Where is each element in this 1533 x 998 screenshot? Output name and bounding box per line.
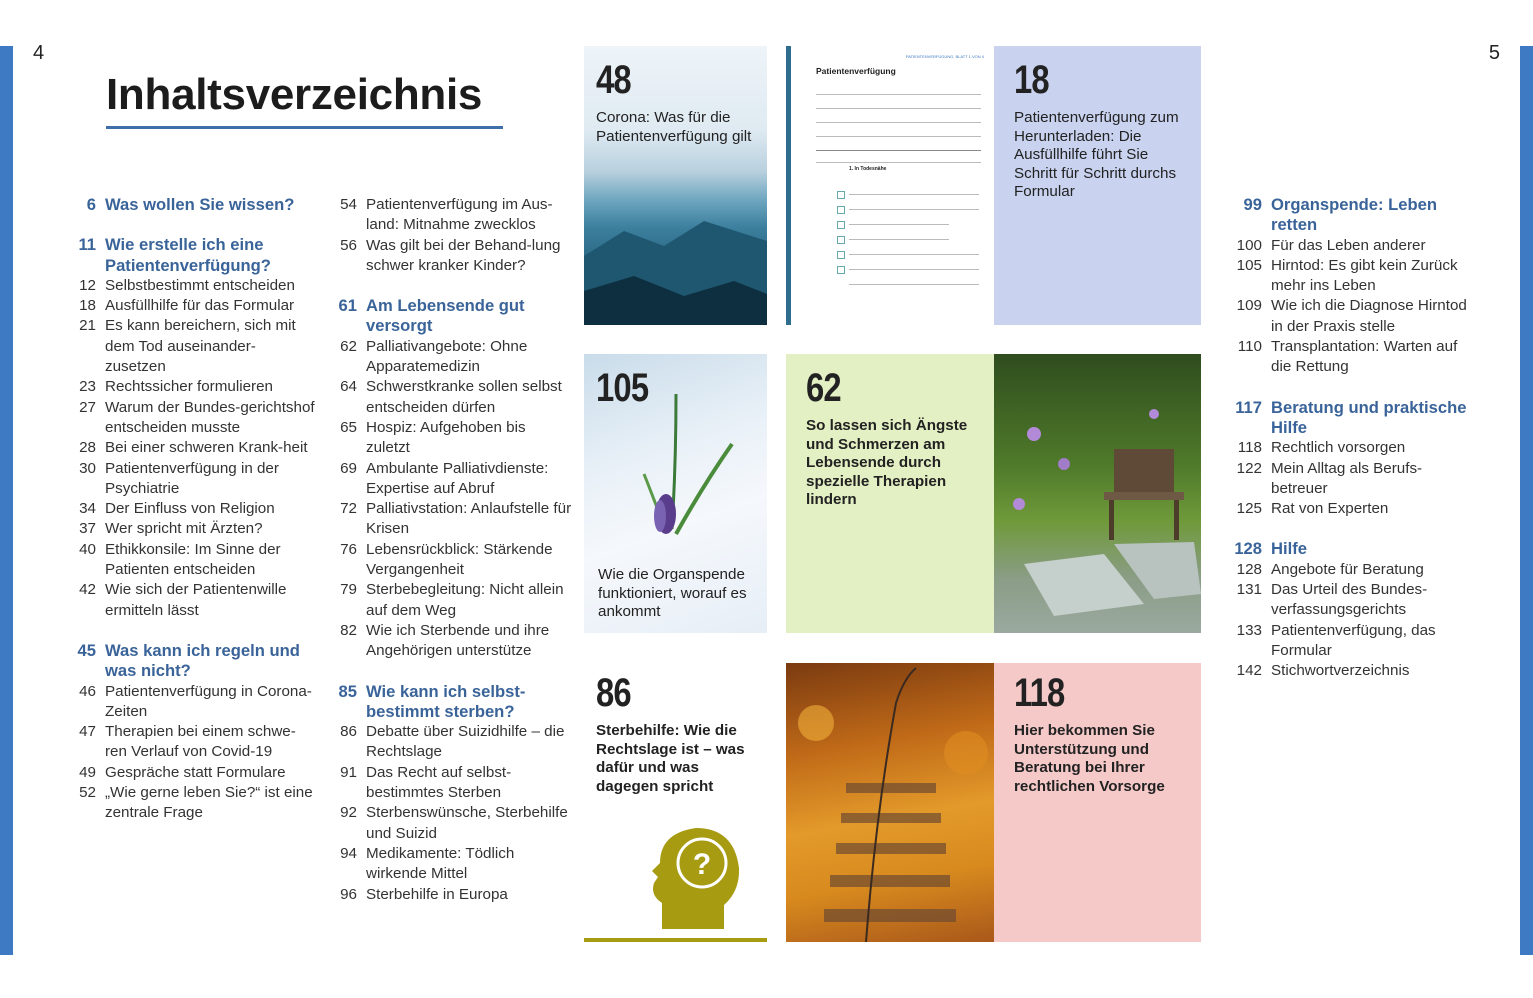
tile-caption: Hier bekommen Sie Unterstützung und Beratung bei Ihrer rechtlichen Vorsorge	[1014, 722, 1165, 795]
toc-entry[interactable]	[327, 621, 572, 662]
toc-entry[interactable]	[1232, 236, 1472, 256]
toc-section-heading[interactable]	[66, 195, 316, 215]
toc-page-number: 100	[1236, 236, 1262, 254]
toc-entry[interactable]	[327, 377, 572, 418]
autumn-stairs-image	[786, 663, 994, 942]
toc-entry[interactable]	[66, 276, 316, 296]
toc-entry-title: Transplantation: Warten auf die Rettung	[1271, 338, 1458, 376]
toc-entry-title: Wer spricht mit Ärzten?	[105, 520, 263, 538]
toc-entry-title: Was wollen Sie wissen?	[105, 195, 295, 214]
toc-entry-title: Das Recht auf selbst-bestimmtes Sterben	[366, 763, 512, 802]
toc-entry[interactable]	[1232, 337, 1472, 378]
toc-entry-title: Hospiz: Aufgehoben bis zuletzt	[366, 418, 526, 457]
toc-section-heading[interactable]	[1232, 398, 1472, 439]
toc-entry-title: Palliativstation: Anlaufstelle für Krisen	[366, 500, 572, 538]
tile-caption: So lassen sich Ängste und Schmerzen am Lebensende durch spezielle Therapien lindern	[806, 417, 968, 509]
toc-entry[interactable]	[66, 763, 316, 783]
toc-entry-title: Der Einfluss von Religion	[105, 500, 275, 518]
toc-page-number: 47	[79, 723, 96, 741]
toc-entry[interactable]	[327, 459, 572, 500]
toc-entry[interactable]	[66, 296, 316, 316]
toc-page-number: 6	[86, 195, 96, 214]
toc-entry-title: Sterbebegleitung: Nicht allein auf dem Weg	[366, 581, 564, 619]
toc-page-number: 49	[79, 763, 96, 781]
toc-section-heading[interactable]	[327, 682, 572, 723]
toc-column-2	[327, 195, 572, 905]
toc-entry[interactable]	[66, 459, 316, 500]
toc-page-number: 65	[340, 418, 357, 436]
toc-entry[interactable]	[1232, 296, 1472, 337]
toc-entry-title: Wie kann ich selbst-bestimmt sterben?	[366, 681, 526, 721]
toc-entry[interactable]	[327, 337, 572, 378]
toc-page-number: 94	[340, 844, 357, 862]
toc-entry[interactable]	[66, 519, 316, 539]
toc-entry[interactable]	[1232, 256, 1472, 297]
toc-entry-title: Es kann bereichern, sich mit dem Tod auseinander-zusetzen	[105, 317, 296, 376]
toc-entry-title: Patientenverfügung im Aus-land: Mitnahme zwecklos	[366, 196, 553, 234]
toc-entry-title: Bei einer schweren Krank-heit	[105, 439, 308, 457]
toc-page-number: 117	[1235, 397, 1262, 417]
tile-caption: Wie die Organspende funktioniert, worauf es ankommt	[598, 566, 747, 621]
tile-palliative[interactable]	[786, 354, 1201, 633]
toc-entry-title: Lebensrückblick: Stärkende Vergangenheit	[366, 540, 553, 579]
toc-entry[interactable]	[66, 438, 316, 458]
toc-column-3	[1232, 195, 1472, 682]
toc-entry-title: Was gilt bei der Behand-lung schwer kranker Kinder?	[366, 236, 561, 274]
toc-entry-title: Das Urteil des Bundes-verfassungsgerichts	[1271, 581, 1428, 619]
toc-page-number: 28	[79, 439, 96, 457]
toc-entry-title: Mein Alltag als Berufs-betreuer	[1271, 459, 1423, 497]
toc-entry[interactable]	[327, 580, 572, 621]
toc-page-number: 52	[79, 784, 96, 802]
tile-number: 86	[596, 671, 631, 715]
toc-entry-title: Patientenverfügung in der Psychiatrie	[105, 459, 279, 497]
toc-page-number: 45	[77, 640, 96, 660]
toc-page-number: 11	[78, 235, 96, 255]
toc-page-number: 30	[79, 459, 96, 477]
toc-entry[interactable]	[327, 236, 572, 277]
toc-page-number: 109	[1236, 297, 1262, 315]
form-header: PATIENTENVERFÜGUNG, BLATT 1 VON 4	[905, 54, 984, 59]
toc-entry-title: Rechtssicher formulieren	[105, 378, 273, 396]
toc-entry[interactable]	[66, 540, 316, 581]
toc-entry-title: Gespräche statt Formulare	[105, 763, 286, 781]
toc-page-number: 92	[340, 804, 357, 822]
tile-caption: Patientenverfügung zum Herunterladen: Die Ausfüllhilfe führt Sie Schritt für Schritt durchs Formular	[1014, 109, 1179, 201]
toc-page-number: 23	[79, 378, 96, 396]
toc-page-number: 91	[340, 763, 357, 781]
tile-organ-donation[interactable]	[584, 354, 767, 633]
toc-page-number: 86	[340, 723, 357, 741]
toc-page-number: 96	[340, 885, 357, 903]
toc-page-number: 76	[340, 540, 357, 558]
tile-caption: Corona: Was für die Patientenverfügung gilt	[596, 109, 752, 145]
toc-column-1	[66, 195, 316, 824]
tile-number: 18	[1014, 58, 1049, 102]
toc-entry-title: Rat von Experten	[1271, 500, 1389, 518]
tile-download-form[interactable]	[786, 46, 1201, 325]
form-section: 1. In Todesnähe	[849, 166, 887, 172]
tile-caption: Sterbehilfe: Wie die Rechtslage ist – was dafür und was dagegen spricht	[596, 722, 745, 795]
toc-entry[interactable]	[1232, 621, 1472, 662]
toc-entry[interactable]	[66, 398, 316, 439]
toc-entry[interactable]	[66, 377, 316, 397]
left-edge-bar	[0, 46, 13, 955]
toc-entry-title: Wie erstelle ich eine Patientenverfügung?	[105, 235, 271, 275]
toc-page-number: 133	[1236, 621, 1262, 639]
toc-entry[interactable]	[327, 885, 572, 905]
page-number-right: 5	[1488, 42, 1500, 64]
question-mark: ?	[692, 848, 712, 881]
toc-entry[interactable]	[1232, 661, 1472, 681]
toc-entry[interactable]	[66, 783, 316, 824]
toc-entry[interactable]	[327, 722, 572, 763]
toc-entry[interactable]	[66, 316, 316, 377]
toc-entry-title: Schwerstkranke sollen selbst entscheiden dürfen	[366, 378, 562, 416]
form-title: Patientenverfügung	[816, 66, 896, 76]
toc-entry[interactable]	[327, 844, 572, 885]
toc-page-number: 128	[1234, 539, 1262, 559]
toc-page-number: 46	[79, 682, 96, 700]
toc-page-number: 56	[340, 236, 357, 254]
tile-number: 118	[1014, 671, 1065, 715]
toc-entry-title: Patientenverfügung, das Formular	[1271, 621, 1436, 659]
toc-entry-title: Ambulante Palliativdienste: Expertise auf Abruf	[366, 459, 549, 497]
toc-entry-title: Sterbehilfe in Europa	[366, 885, 508, 903]
toc-entry[interactable]	[66, 722, 316, 763]
toc-entry[interactable]	[66, 682, 316, 723]
toc-page-number: 125	[1236, 500, 1262, 518]
toc-entry-title: Wie ich die Diagnose Hirntod in der Praxis stelle	[1271, 297, 1467, 335]
toc-page-number: 118	[1237, 439, 1262, 457]
head-question-icon	[584, 663, 767, 942]
tile-counseling[interactable]	[786, 663, 1201, 942]
toc-entry[interactable]	[1232, 438, 1472, 458]
toc-entry-title: Therapien bei einem schwe-ren Verlauf von Covid-19	[105, 723, 296, 761]
toc-page-number: 122	[1236, 459, 1262, 477]
toc-page-number: 42	[79, 581, 96, 599]
toc-entry[interactable]	[1232, 459, 1472, 500]
toc-entry-title: Debatte über Suizidhilfe – die Rechtslage	[366, 723, 565, 761]
toc-section-heading[interactable]	[66, 641, 316, 682]
toc-entry[interactable]	[327, 540, 572, 581]
toc-page-number: 40	[79, 540, 96, 558]
toc-entry-title: Beratung und praktische Hilfe	[1271, 397, 1467, 437]
toc-page-number: 105	[1236, 256, 1262, 274]
tile-euthanasia[interactable]	[584, 663, 767, 942]
toc-entry-title: Wie ich Sterbende und ihre Angehörigen unterstütze	[366, 621, 550, 660]
toc-section-heading[interactable]	[66, 235, 316, 276]
right-edge-bar	[1520, 46, 1533, 955]
toc-entry-title: Medikamente: Tödlich wirkende Mittel	[366, 844, 515, 883]
toc-entry[interactable]	[1232, 560, 1472, 580]
toc-entry[interactable]	[1232, 499, 1472, 519]
toc-page-number: 64	[340, 378, 357, 396]
toc-page-number: 128	[1236, 560, 1262, 578]
toc-entry[interactable]	[327, 763, 572, 804]
toc-entry[interactable]	[327, 803, 572, 844]
toc-entry[interactable]	[66, 580, 316, 621]
toc-entry-title: Stichwortverzeichnis	[1271, 662, 1410, 680]
tile-number: 105	[596, 366, 649, 410]
toc-entry-title: Für das Leben anderer	[1271, 236, 1426, 254]
toc-entry[interactable]	[327, 499, 572, 540]
toc-entry[interactable]	[327, 195, 572, 236]
tile-number: 62	[806, 366, 841, 410]
toc-section-heading[interactable]	[327, 296, 572, 337]
tile-corona[interactable]	[584, 46, 767, 325]
toc-entry-title: Was kann ich regeln und was nicht?	[105, 640, 300, 681]
toc-page-number: 34	[79, 500, 96, 518]
toc-page-number: 79	[340, 581, 357, 599]
toc-page-number: 62	[340, 337, 357, 355]
toc-section-heading[interactable]	[1232, 195, 1472, 236]
toc-entry-title: Palliativangebote: Ohne Apparatemedizin	[366, 337, 528, 376]
form-preview	[786, 46, 994, 325]
toc-entry-title: Warum der Bundes-gerichtshof entscheiden musste	[105, 398, 315, 436]
toc-entry-title: Hirntod: Es gibt kein Zurück mehr ins Leben	[1271, 256, 1458, 295]
toc-entry-title: Am Lebensende gut versorgt	[366, 296, 525, 336]
toc-page-number: 69	[340, 459, 357, 477]
toc-page-number: 54	[340, 196, 357, 213]
toc-page-number: 12	[79, 276, 96, 294]
page-title: Inhaltsverzeichnis	[106, 70, 483, 119]
toc-entry[interactable]	[66, 499, 316, 519]
toc-page-number: 21	[79, 317, 96, 335]
toc-page-number: 37	[79, 520, 96, 538]
toc-page-number: 72	[340, 500, 357, 518]
toc-entry-title: „Wie gerne leben Sie?“ ist eine zentrale Frage	[105, 784, 313, 822]
toc-entry-title: Organspende: Leben retten	[1271, 195, 1437, 235]
page-number-left: 4	[33, 42, 45, 64]
toc-page-number: 110	[1237, 338, 1262, 356]
toc-entry[interactable]	[1232, 580, 1472, 621]
toc-entry-title: Patientenverfügung in Corona-Zeiten	[105, 682, 312, 720]
toc-entry-title: Hilfe	[1271, 539, 1307, 559]
toc-entry-title: Sterbenswünsche, Sterbehilfe und Suizid	[366, 804, 568, 842]
toc-section-heading[interactable]	[1232, 539, 1472, 559]
toc-page-number: 82	[340, 621, 357, 639]
toc-page-number: 131	[1236, 581, 1262, 599]
garden-image	[994, 354, 1201, 633]
toc-entry-title: Ausfüllhilfe für das Formular	[105, 297, 295, 315]
toc-entry[interactable]	[327, 418, 572, 459]
toc-entry-title: Wie sich der Patientenwille ermitteln lässt	[105, 581, 287, 619]
title-underline	[106, 126, 503, 129]
toc-page-number: 142	[1236, 662, 1262, 680]
toc-entry-title: Ethikkonsile: Im Sinne der Patienten entscheiden	[105, 540, 281, 579]
toc-page-number: 85	[338, 681, 357, 701]
toc-page-number: 27	[79, 398, 96, 416]
toc-entry-title: Selbstbestimmt entscheiden	[105, 276, 295, 294]
toc-page-number: 99	[1243, 195, 1262, 214]
toc-entry-title: Rechtlich vorsorgen	[1271, 439, 1406, 457]
toc-page-number: 18	[79, 297, 96, 315]
tile-number: 48	[596, 58, 631, 102]
toc-page-number: 61	[338, 296, 357, 316]
toc-entry-title: Angebote für Beratung	[1271, 560, 1424, 578]
